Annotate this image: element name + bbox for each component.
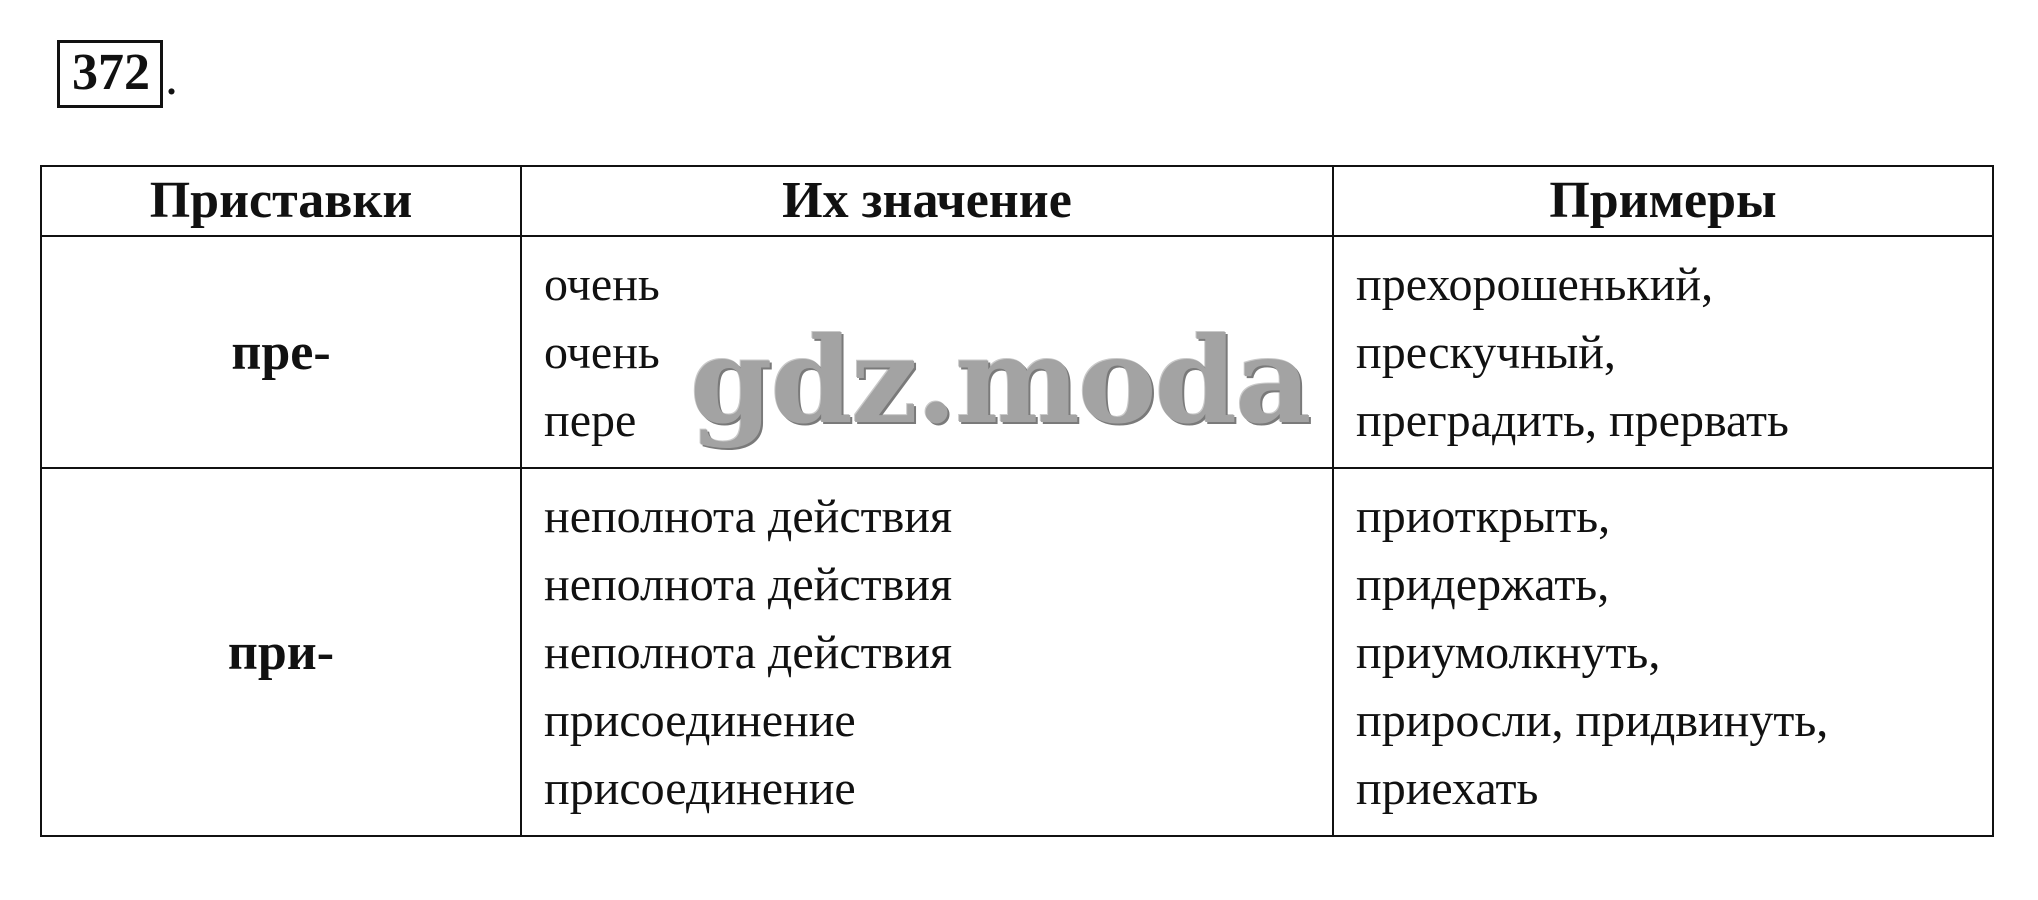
meaning-line: очень: [544, 258, 660, 311]
meaning-line: неполнота действия: [544, 626, 953, 679]
header-prefixes: Приставки: [41, 166, 521, 236]
exercise-number-dot: .: [165, 49, 178, 106]
meaning-line: присоединение: [544, 762, 856, 815]
prefix-table: [40, 165, 1994, 837]
header-examples: Примеры: [1333, 166, 1993, 236]
meaning-line: неполнота действия: [544, 490, 953, 543]
prefix-pre: пре-: [41, 236, 521, 468]
watermark-logo: gdz.moda: [690, 311, 1310, 450]
exercise-number-box: 372: [57, 40, 163, 108]
examples-cell: [1333, 236, 1993, 468]
meanings-cell: [521, 468, 1333, 836]
example-line: придержать,: [1356, 558, 1610, 611]
example-line: приросли, придвинуть,: [1356, 694, 1829, 747]
example-line: приоткрыть,: [1356, 490, 1611, 543]
meaning-line: неполнота действия: [544, 558, 953, 611]
example-line: приумолкнуть,: [1356, 626, 1661, 679]
table-row: [41, 468, 1993, 836]
meaning-line: очень: [544, 326, 660, 379]
example-line: прехорошенький,: [1356, 258, 1714, 311]
exercise-number: [57, 40, 178, 108]
example-line: прескучный,: [1356, 326, 1616, 379]
header-meaning: Их значение: [521, 166, 1333, 236]
prefix-pri: при-: [41, 468, 521, 836]
meaning-line: присоединение: [544, 694, 856, 747]
table-header-row: [41, 166, 1993, 236]
examples-cell: [1333, 468, 1993, 836]
example-line: преградить, прервать: [1356, 394, 1789, 447]
meaning-line: пере: [544, 394, 637, 447]
example-line: приехать: [1356, 762, 1539, 815]
